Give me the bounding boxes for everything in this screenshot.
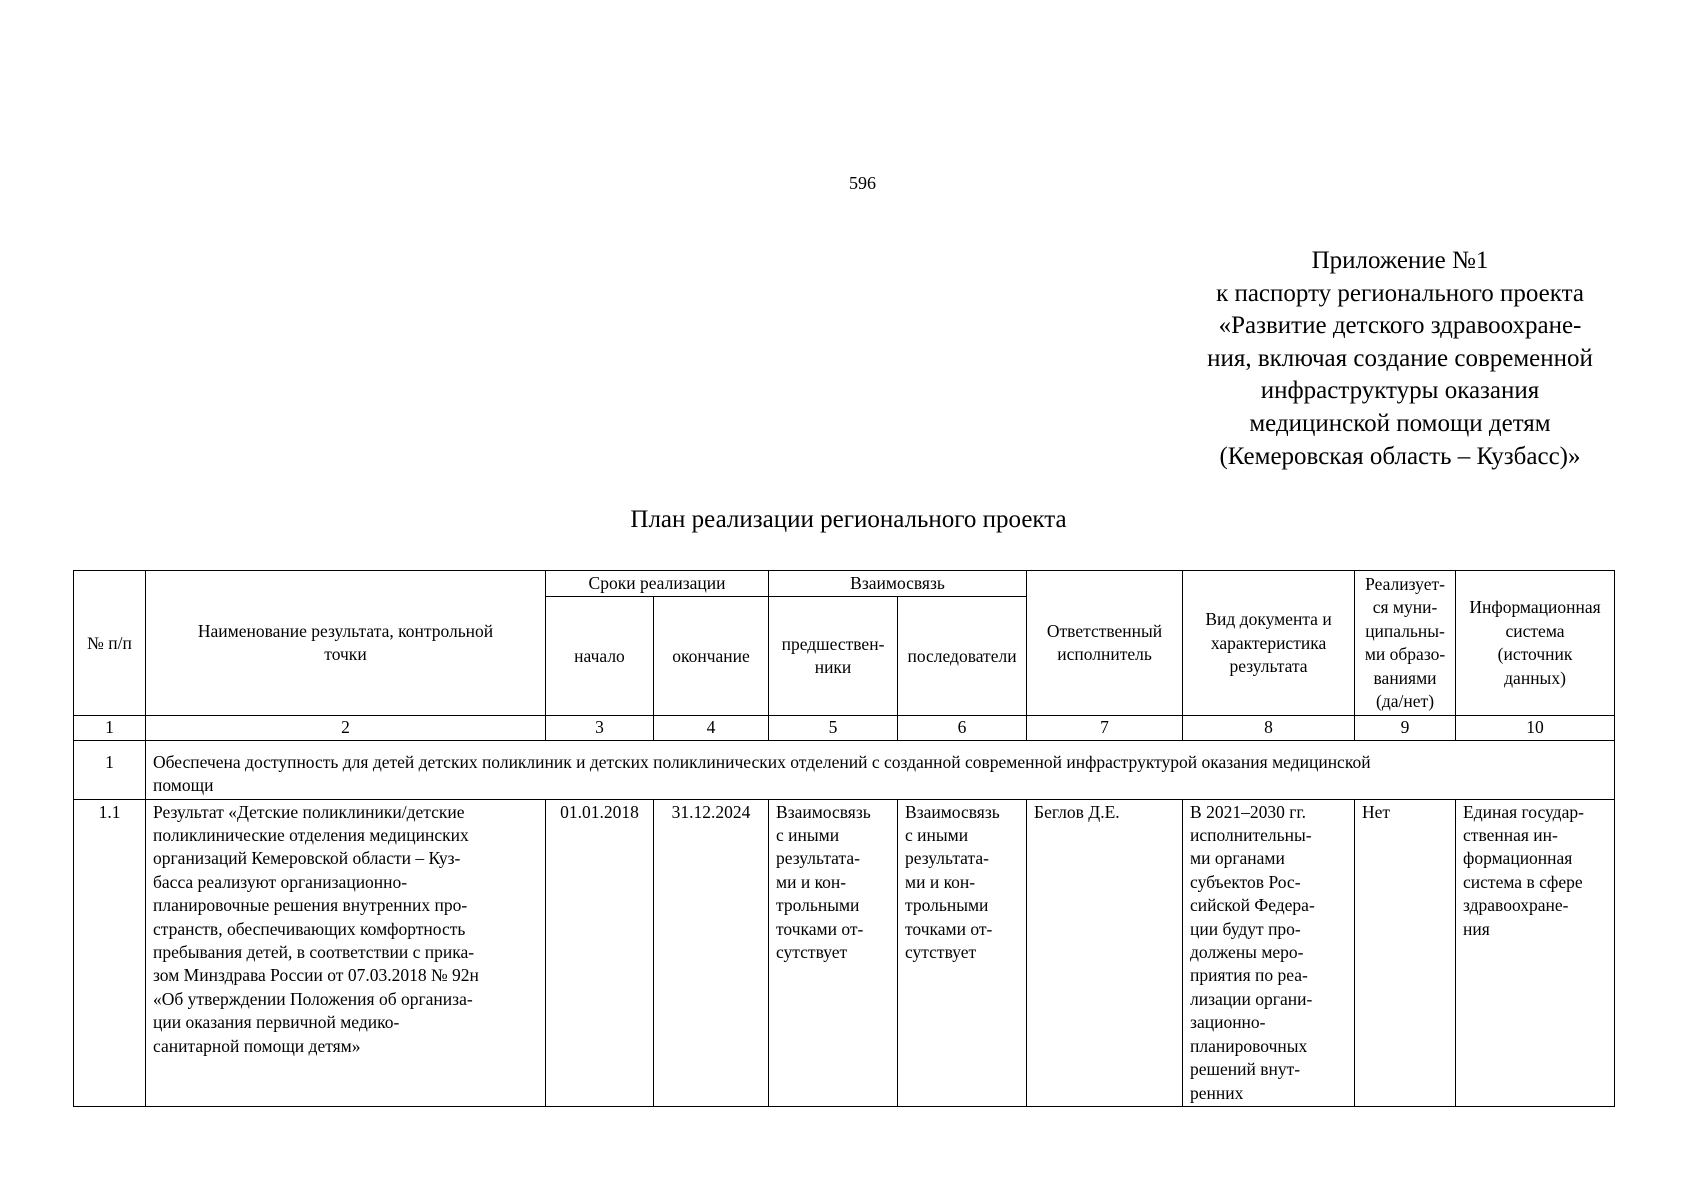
appendix-line: ния, включая создание современной [1207, 344, 1593, 372]
result-predecessors-line: сутствует [776, 942, 848, 963]
result-predecessors-line: результата- [776, 848, 860, 869]
header-info-system-line: система [1505, 620, 1565, 641]
column-number: 1 [74, 716, 146, 740]
plan-title: План реализации регионального проекта [630, 506, 1067, 533]
result-successors-line: результата- [905, 848, 989, 869]
result-document-line: должены меро- [1190, 942, 1304, 963]
column-number: 7 [1027, 716, 1183, 740]
header-municipal-line: ваниями [1373, 667, 1437, 688]
result-info-system-line: ния [1463, 918, 1490, 939]
section-number: 1 [74, 740, 146, 799]
result-successors-line: Взаимосвязь [905, 801, 1000, 822]
column-number: 6 [898, 716, 1027, 740]
result-successors-line: ми и кон- [905, 871, 976, 892]
column-number: 4 [654, 716, 769, 740]
result-name-line: зом Минздрава России от 07.03.2018 № 92н [153, 965, 479, 986]
section-text [146, 740, 1615, 799]
result-responsible: Беглов Д.Е. [1027, 799, 1183, 1106]
appendix-line: медицинской помощи детям [1249, 409, 1551, 437]
column-number: 8 [1183, 716, 1355, 740]
header-document [1183, 571, 1355, 716]
result-predecessors-line: ми и кон- [776, 871, 847, 892]
header-terms: Сроки реализации [546, 571, 769, 597]
header-start: начало [546, 597, 654, 716]
header-info-system-line: (источник [1497, 644, 1573, 665]
result-number: 1.1 [74, 799, 146, 1106]
header-num: № п/п [74, 571, 146, 716]
column-number: 10 [1456, 716, 1615, 740]
result-successors-line: трольными [905, 895, 989, 916]
header-responsible-line: исполнитель [1057, 644, 1152, 665]
header-municipal [1355, 571, 1456, 716]
result-predecessors-line: точками от- [776, 918, 864, 939]
column-number-row [74, 716, 1615, 740]
header-document-line: Вид документа и [1205, 609, 1332, 630]
section-row [74, 740, 1615, 799]
header-relation: Взаимосвязь [769, 571, 1027, 597]
result-document-line: лизации органи- [1190, 988, 1313, 1009]
result-predecessors-line: Взаимосвязь [776, 801, 871, 822]
result-document [1183, 799, 1355, 1106]
result-name-line: планировочные решения внутренних про- [153, 895, 468, 916]
result-name-line: ции оказания первичной медико- [153, 1012, 400, 1033]
header-end: окончание [654, 597, 769, 716]
appendix-line: инфраструктуры оказания [1260, 377, 1540, 405]
result-info-system-line: здравоохране- [1463, 895, 1569, 916]
result-successors [898, 799, 1027, 1106]
table-row [74, 799, 1615, 1106]
column-number: 2 [146, 716, 546, 740]
result-info-system [1456, 799, 1615, 1106]
header-successors: последователи [898, 597, 1027, 716]
result-info-system-line: ственная ин- [1463, 825, 1558, 846]
header-info-system [1456, 571, 1615, 716]
result-document-line: решений внут- [1190, 1059, 1301, 1080]
result-name [146, 799, 546, 1106]
result-name-line: санитарной помощи детям» [153, 1035, 361, 1056]
result-successors-line: с иными [905, 825, 969, 846]
result-document-line: В 2021–2030 гг. [1190, 801, 1306, 822]
result-predecessors-line: трольными [776, 895, 860, 916]
header-municipal-line: ми образо- [1364, 644, 1446, 665]
result-name-line: странств, обеспечивающих комфортность [153, 918, 466, 939]
result-document-line: исполнительны- [1190, 825, 1312, 846]
result-info-system-line: формационная [1463, 848, 1573, 869]
result-name-line: «Об утверждении Положения об организа- [153, 988, 473, 1009]
appendix-line: Приложение №1 [1311, 247, 1489, 274]
page-number: 596 [849, 173, 876, 193]
appendix-line: «Развитие детского здравоохране- [1218, 312, 1582, 340]
result-document-line: планировочных [1190, 1035, 1308, 1056]
header-info-system-line: данных) [1504, 667, 1566, 688]
section-text-line: помощи [153, 775, 214, 796]
result-document-line: ми органами [1190, 848, 1285, 869]
result-document-line: субъектов Рос- [1190, 871, 1301, 892]
header-municipal-line: ципальны- [1365, 620, 1445, 641]
section-text-line: Обеспечена доступность для детей детских поликлиник и детских поликлинических отделений с созданной современной инфраструктурой оказания медицинской [153, 751, 1371, 772]
result-document-line: ции будут про- [1190, 918, 1301, 939]
result-start-date: 01.01.2018 [546, 799, 654, 1106]
header-municipal-line: Реализует- [1365, 573, 1445, 594]
result-name-line: басса реализуют организационно- [153, 871, 408, 892]
appendix-line: к паспорту регионального проекта [1216, 279, 1584, 307]
result-successors-line: точками от- [905, 918, 993, 939]
header-name-line: точки [324, 644, 367, 665]
result-name-line: поликлинические отделения медицинских [153, 825, 469, 846]
result-document-line: сийской Федера- [1190, 895, 1315, 916]
header-municipal-line: ся муни- [1372, 597, 1438, 618]
header-name-line: Наименование результата, контрольной [197, 620, 494, 641]
header-municipal-line: (да/нет) [1376, 691, 1435, 712]
result-predecessors-line: с иными [776, 825, 840, 846]
header-document-line: характеристика [1210, 632, 1327, 653]
header-predecessors-line: предшествен- [781, 634, 885, 654]
result-name-line: Результат «Детские поликлиники/детские [153, 801, 465, 822]
header-predecessors [769, 597, 898, 716]
header-name [146, 571, 546, 716]
result-municipal: Нет [1355, 799, 1456, 1106]
column-number: 5 [769, 716, 898, 740]
plan-table [73, 570, 1615, 1107]
result-name-line: организаций Кемеровской области – Куз- [153, 848, 461, 869]
result-end-date: 31.12.2024 [654, 799, 769, 1106]
header-responsible-line: Ответственный [1046, 620, 1163, 641]
appendix-heading [1160, 245, 1640, 473]
result-document-line: ренних [1190, 1082, 1244, 1103]
result-predecessors [769, 799, 898, 1106]
result-name-line: пребывания детей, в соответствии с прика- [153, 942, 475, 963]
appendix-line: (Кемеровская область – Кузбасс)» [1219, 442, 1581, 470]
header-row [74, 571, 1615, 597]
column-number: 3 [546, 716, 654, 740]
column-number: 9 [1355, 716, 1456, 740]
result-successors-line: сутствует [905, 942, 977, 963]
header-info-system-line: Информационная [1469, 597, 1601, 618]
result-document-line: приятия по реа- [1190, 965, 1308, 986]
result-info-system-line: система в сфере [1463, 871, 1583, 892]
header-responsible [1027, 571, 1183, 716]
header-predecessors-line: ники [814, 657, 852, 678]
result-document-line: зационно- [1190, 1012, 1266, 1033]
header-document-line: результата [1229, 655, 1308, 676]
result-info-system-line: Единая государ- [1463, 801, 1584, 822]
